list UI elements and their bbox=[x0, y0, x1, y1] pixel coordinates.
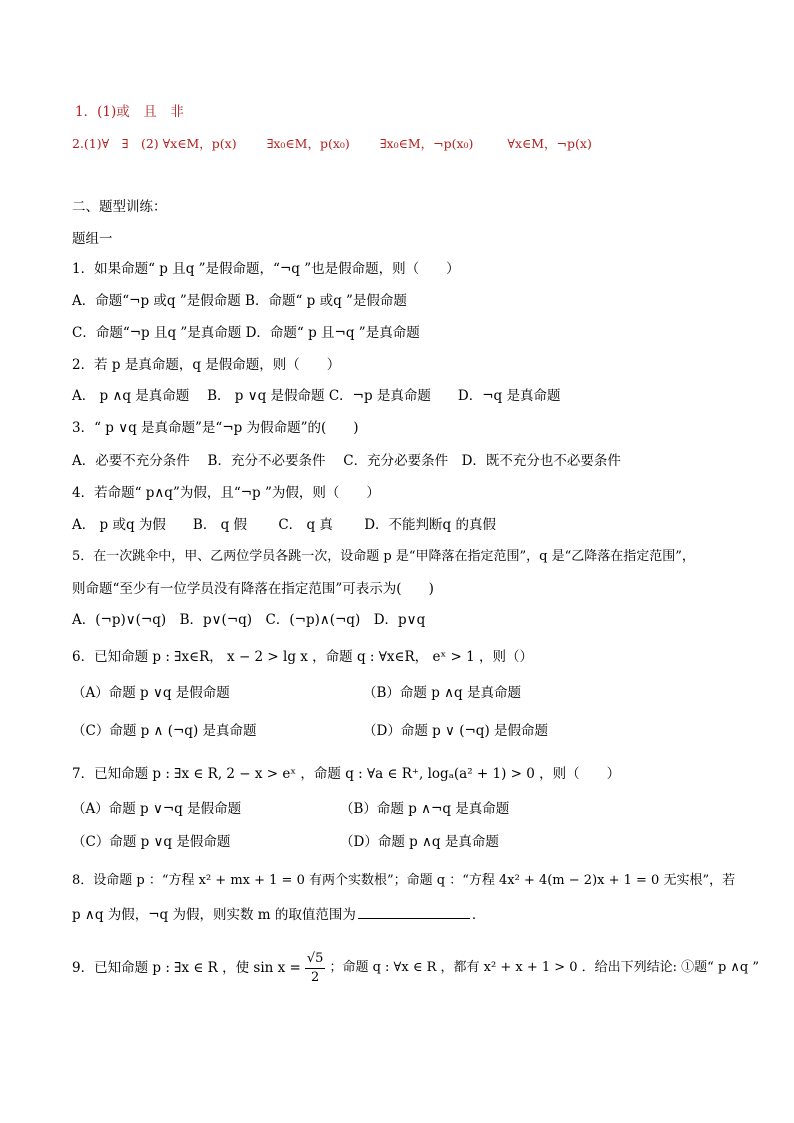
q7-stem: 7．已知命题 p : ∃x ∈ R, 2 − x > eˣ ，命题 q : ∀a ∈ R⁺, logₐ(a² + 1) > 0 ，则（ ） bbox=[72, 766, 621, 782]
q7-option-c: （C）命题 p ∨q 是假命题 bbox=[72, 834, 231, 850]
answer-2-part-d: ∀x∈M，¬p(x) bbox=[507, 136, 592, 151]
answer-line-1: 1．(1)或 且 非 bbox=[75, 104, 184, 120]
q8-stem-line-1: 8．设命题 p ：“方程 x² + mx + 1 = 0 有两个实数根”；命题 q ：“方程 4x² + 4(m − 2)x + 1 = 0 无实根”，若 bbox=[72, 873, 736, 888]
q8-stem-end: ． bbox=[471, 907, 486, 923]
q3-options: A．必要不充分条件 B．充分不必要条件 C．充分必要条件 D．既不充分也不必要条件 bbox=[72, 453, 621, 469]
answer-2-part-c: ∃x₀∈M，¬p(x₀) bbox=[379, 136, 474, 151]
fraction-sqrt5-over-2 bbox=[305, 950, 326, 987]
q9-stem-text: 9．已知命题 p : ∃x ∈ R ，使 sin x = bbox=[72, 960, 301, 976]
q6-stem: 6．已知命题 p : ∃x∈R， x − 2 > lg x ，命题 q : ∀x∈R， eˣ > 1 ，则（） bbox=[72, 649, 533, 665]
fraction-numerator: √5 bbox=[305, 950, 326, 969]
answer-line-2 bbox=[72, 135, 592, 153]
q6-option-c: （C）命题 p ∧ (¬q) 是真命题 bbox=[72, 723, 257, 739]
q5-options: A．(¬p)∨(¬q) B．p∨(¬q) C．(¬p)∧(¬q) D．p∨q bbox=[72, 612, 426, 628]
q5-stem-line-1: 5．在一次跳伞中，甲、乙两位学员各跳一次，设命题 p 是“甲降落在指定范围”，q 是“乙降落在指定范围”， bbox=[72, 549, 695, 564]
q4-options: A． p 或q 为假 B． q 假 C． q 真 D．不能判断q 的真假 bbox=[72, 517, 496, 533]
fraction-denominator: 2 bbox=[311, 969, 320, 985]
q7-option-b: （B）命题 p ∧¬q 是真命题 bbox=[340, 801, 510, 817]
answer-blank[interactable] bbox=[358, 906, 470, 919]
q6-option-b: （B）命题 p ∧q 是真命题 bbox=[363, 685, 521, 701]
q9-stem-continued: ；命题 q : ∀x ∈ R ，都有 x² + x + 1 > 0 ．给出下列结论: ①题“ p ∧q ” bbox=[329, 960, 760, 975]
q6-option-a: （A）命题 p ∨q 是假命题 bbox=[72, 685, 230, 701]
q2-options: A． p ∧q 是真命题 B． p ∨q 是假命题 C．¬p 是真命题 D．¬q 是真命题 bbox=[72, 388, 561, 404]
q7-option-d: （D）命题 p ∧q 是真命题 bbox=[340, 834, 499, 850]
q4-stem: 4．若命题“ p∧q”为假，且“¬p ”为假，则（ ） bbox=[72, 485, 380, 501]
q1-stem: 1．如果命题“ p 且q ”是假命题，“¬q ”也是假命题，则（ ） bbox=[72, 261, 460, 277]
q3-stem: 3．“ p ∨q 是真命题”是“¬p 为假命题”的( ) bbox=[72, 420, 359, 436]
section-title: 二、题型训练： bbox=[72, 199, 167, 215]
q1-options-ab: A．命题“¬p 或q ”是假命题 B．命题“ p 或q ”是假命题 bbox=[72, 293, 407, 309]
q8-stem-text: p ∧q 为假，¬q 为假，则实数 m 的取值范围为 bbox=[72, 907, 356, 923]
answer-2-part-b: ∃x₀∈M，p(x₀) bbox=[266, 136, 350, 151]
q2-stem: 2．若 p 是真命题，q 是假命题，则（ ） bbox=[72, 357, 341, 373]
q5-stem-line-2: 则命题“至少有一位学员没有降落在指定范围”可表示为( ) bbox=[72, 581, 434, 597]
q7-option-a: （A）命题 p ∨¬q 是假命题 bbox=[72, 801, 242, 817]
group-title: 题组一 bbox=[72, 231, 113, 247]
q6-option-d: （D）命题 p ∨ (¬q) 是假命题 bbox=[363, 723, 548, 739]
q1-options-cd: C．命题“¬p 且q ”是真命题 D．命题“ p 且¬q ”是真命题 bbox=[72, 325, 420, 341]
q8-stem-line-2 bbox=[72, 906, 485, 924]
answer-2-part-a: 2.(1)∀ ∃ (2) ∀x∈M，p(x) bbox=[72, 136, 237, 151]
q9-stem bbox=[72, 946, 759, 990]
